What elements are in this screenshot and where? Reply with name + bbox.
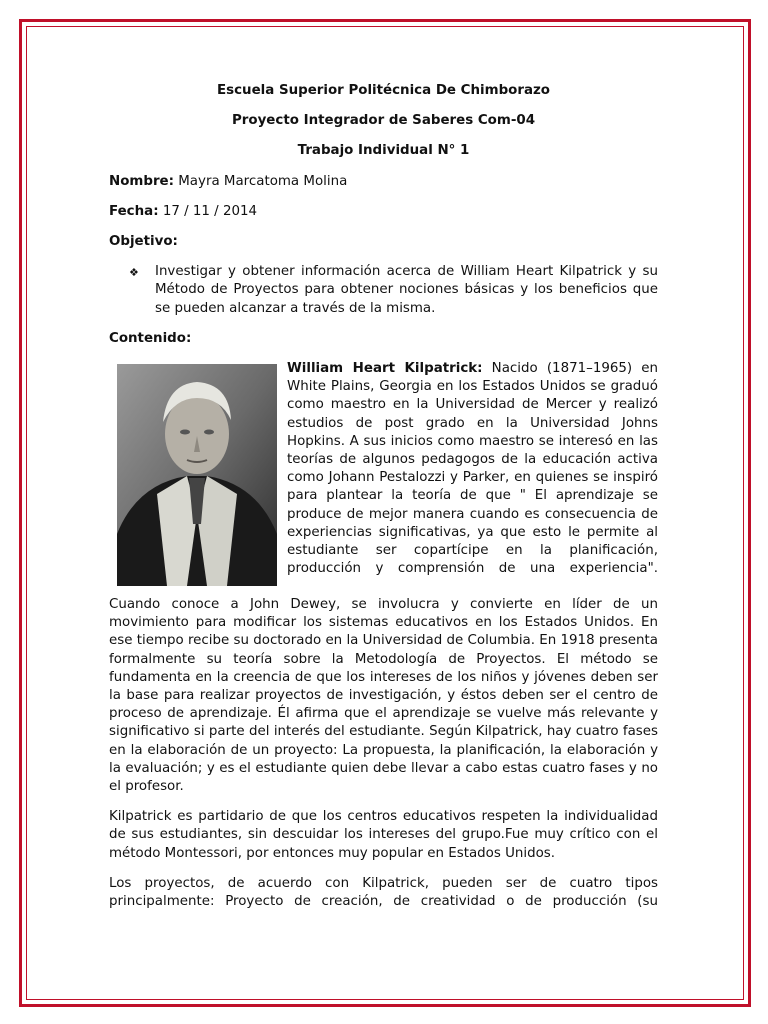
name-label: Nombre: xyxy=(109,173,174,189)
objective-label: Objetivo: xyxy=(109,234,178,250)
biography-body: Nacido (1871–1965) en White Plains, Georgia en los Estados Unidos se graduó como maestro en la Universidad de Mercer y realizó estudios de post grado en la Universidad Johns Hopkins. A sus inicios como maestro se interesó en las teorías de algunos pedagogos de la educación activa como Johann Pestalozzi y Parker, en quienes se inspiró para plantear la teoría de que " El aprendizaje se produce de mejor manera cuando es consecuencia de experiencias significativas, ya que esto le permite al estudiante ser copartícipe en la planificación, producción y comprensión de una experiencia". xyxy=(287,361,658,577)
date-label: Fecha: xyxy=(109,203,159,219)
document-body xyxy=(109,82,658,923)
portrait-illustration xyxy=(117,364,277,586)
diamond-bullet-icon: ❖ xyxy=(129,266,139,280)
kilpatrick-portrait-photo xyxy=(117,364,277,586)
objective-text: Investigar y obtener información acerca de William Heart Kilpatrick y su Método de Proyectos para obtener nociones básicas y los beneficios que se pueden alcanzar a través de la misma. xyxy=(155,264,658,316)
paragraph-dewey: Cuando conoce a John Dewey, se involucra y convierte en líder de un movimiento para modificar los sistemas educativos en los Estados Unidos. En ese tiempo recibe su doctorado en la Universidad de Columbia. En 1918 presenta formalmente su teoría sobre la Metodología de Proyectos. El método se fundamenta en la creencia de que los intereses de los niños y jóvenes deben ser la base para realizar proyectos de investigación, y éstos deben ser el centro de proceso de aprendizaje. Él afirma que el aprendizaje se vuelve más relevante y significativo si parte del interés del estudiante. Según Kilpatrick, hay cuatro fases en la elaboración de un proyecto: La propuesta, la planificación, la elaboración y la evaluación; y es el estudiante quien debe llevar a cabo estas cuatro fases y no el profesor. xyxy=(109,597,658,795)
paragraph-individuality: Kilpatrick es partidario de que los centros educativos respeten la individualidad de sus estudiantes, sin descuidar los intereses del grupo.Fue muy crítico con el método Montessori, por entonces muy popular en Estados Unidos. xyxy=(109,809,658,861)
date-value: 17 / 11 / 2014 xyxy=(158,203,258,219)
biography-text xyxy=(287,360,658,586)
name-value: Mayra Marcatoma Molina xyxy=(174,173,348,189)
assignment-title: Trabajo Individual N° 1 xyxy=(297,143,470,159)
content-label: Contenido: xyxy=(109,330,192,346)
objective-list-item xyxy=(129,263,658,318)
project-title: Proyecto Integrador de Saberes Com-04 xyxy=(231,113,536,129)
school-title: Escuela Superior Politécnica De Chimborazo xyxy=(216,83,550,98)
biography-section xyxy=(109,360,658,586)
paragraph-project-types: Los proyectos, de acuerdo con Kilpatrick, pueden ser de cuatro tipos principalmente: Proyecto de creación, de creatividad o de producción (su xyxy=(109,875,658,910)
date-field xyxy=(109,203,658,221)
biography-name: William Heart Kilpatrick: xyxy=(287,361,483,377)
objective-heading xyxy=(109,233,658,251)
content-heading xyxy=(109,330,658,348)
name-field xyxy=(109,173,658,191)
